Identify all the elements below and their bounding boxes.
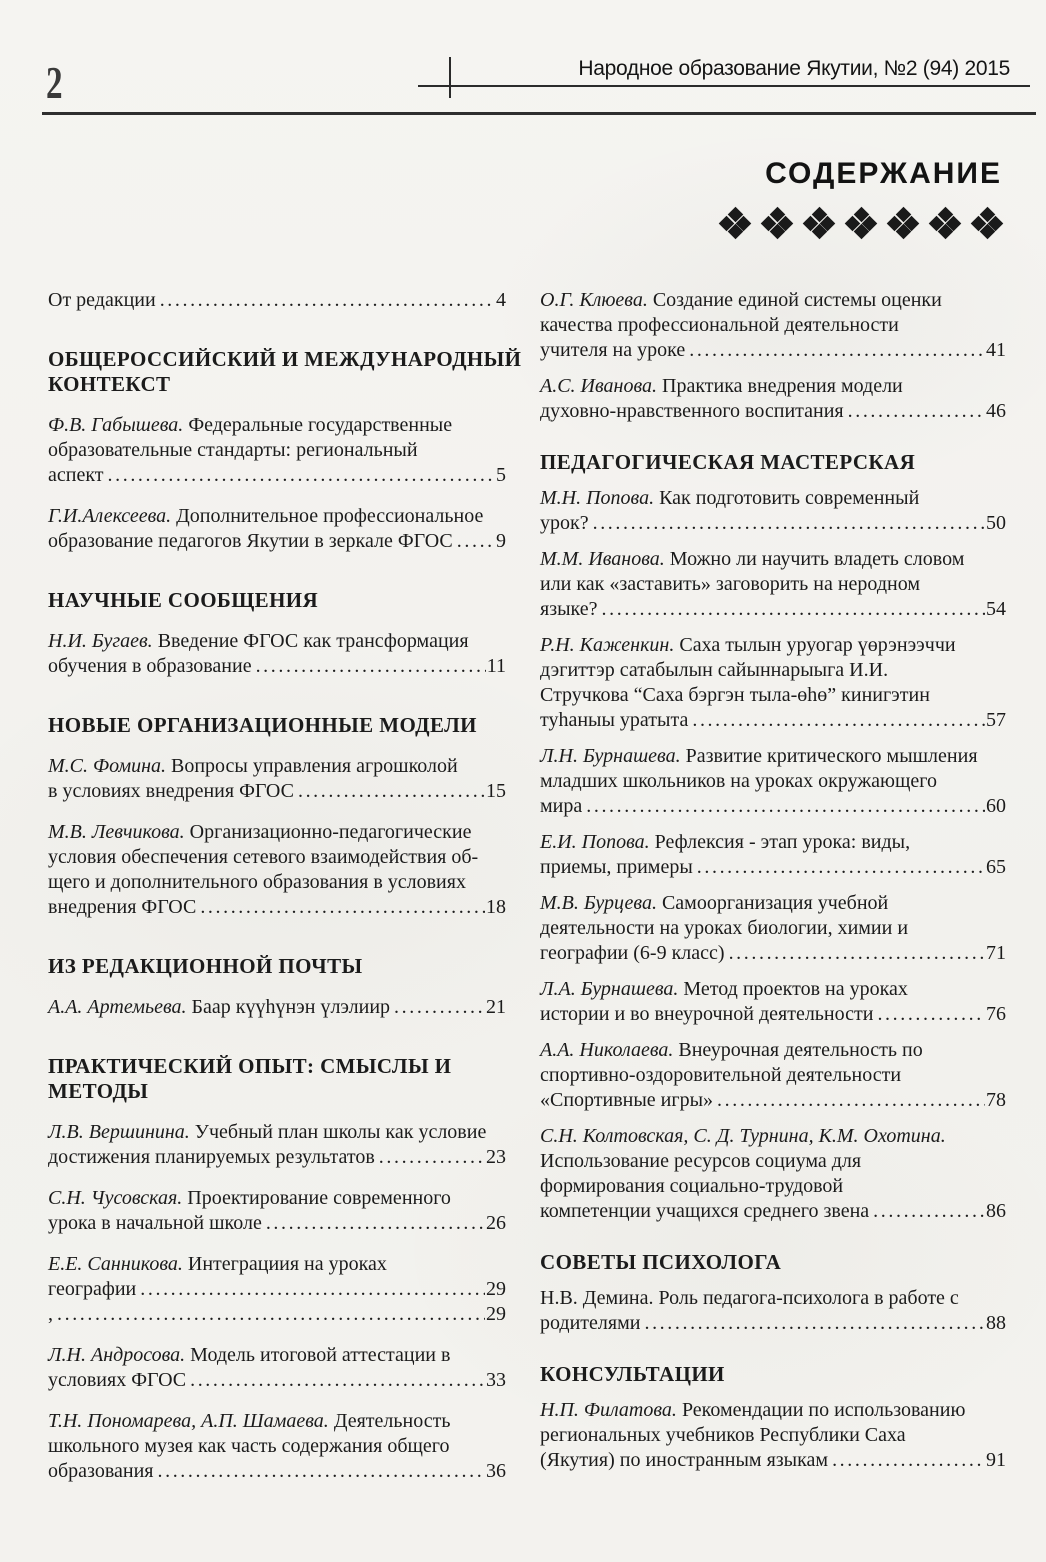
- toc-entry-text: ИЗ РЕДАКЦИОННОЙ ПОЧТЫ: [48, 954, 363, 978]
- toc-page-ref: 11: [486, 655, 506, 677]
- four-diamond-ornament-icon: [760, 206, 794, 240]
- toc-entry-text: С.Н. Чусовская. Проектирование современного: [48, 1187, 451, 1209]
- toc-section-heading-line: [540, 1362, 1006, 1387]
- toc-entry-line: [540, 916, 1006, 941]
- toc-entry-text: аспект: [48, 464, 104, 486]
- toc-entry: [48, 995, 506, 1020]
- toc-entry-author: Е.И. Попова.: [540, 831, 650, 853]
- toc-entry-text: туһаныы уратыта: [540, 709, 689, 731]
- header-title-rule: [418, 85, 1030, 87]
- toc-entry-line: [540, 511, 1006, 536]
- toc-section-heading-line: [48, 954, 506, 979]
- toc-entry-line: [48, 504, 506, 529]
- toc-page-ref: 78: [986, 1089, 1006, 1111]
- toc-entry-text: формирования социально-трудовой: [540, 1175, 844, 1197]
- toc-entry-line: [48, 845, 506, 870]
- toc-entry-line: [48, 413, 506, 438]
- toc-entry-line: [48, 438, 506, 463]
- toc-entry: [48, 1343, 506, 1393]
- toc-page-ref: 15: [486, 780, 506, 802]
- toc-entry-text: условиях ФГОС: [48, 1369, 187, 1391]
- toc-entry-line: [540, 1423, 1006, 1448]
- toc-entry-author: А.С. Иванова.: [540, 375, 658, 397]
- toc-entry-line: [48, 1252, 506, 1277]
- toc-entry: [540, 1286, 1006, 1336]
- toc-entry-author: Е.Е. Санникова.: [48, 1253, 183, 1275]
- toc-entry-text: компетенции учащихся среднего звена: [540, 1200, 870, 1222]
- toc-entry-text: Г.И.Алексеева. Дополнительное профессиональное: [48, 505, 484, 527]
- toc-section-heading-line: [48, 1079, 506, 1104]
- toc-title: СОДЕРЖАНИЕ: [765, 157, 1002, 190]
- toc-entry-line: [540, 1063, 1006, 1088]
- dot-leader: [602, 597, 985, 622]
- toc-page-ref: 18: [486, 896, 506, 918]
- toc-page-ref: 36: [486, 1460, 506, 1482]
- dot-leader: [873, 1199, 985, 1224]
- toc-entry-line: [540, 830, 1006, 855]
- toc-entry-text: М.В. Левчикова. Организационно-педагогические: [48, 821, 472, 843]
- toc-entry-author: С.Н. Чусовская.: [48, 1187, 183, 1209]
- dot-leader: [697, 855, 985, 880]
- toc-entry-text: в условиях внедрения ФГОС: [48, 780, 294, 802]
- toc-entry-line: [48, 1343, 506, 1368]
- toc-page-ref: 88: [986, 1312, 1006, 1334]
- toc-entry-author: Л.А. Бурнашева.: [540, 978, 679, 1000]
- toc-entry-line: [48, 1302, 506, 1327]
- toc-entry-line: [540, 708, 1006, 733]
- toc-entry: [540, 547, 1006, 622]
- toc-column-left: [48, 288, 522, 1484]
- toc-entry-author: Л.В. Вершинина.: [48, 1121, 190, 1143]
- toc-entry: [540, 633, 1006, 733]
- toc-page-ref: 21: [486, 996, 506, 1018]
- four-diamond-ornament-icon: [844, 206, 878, 240]
- toc-entry-line: [540, 1149, 1006, 1174]
- toc-page-ref: 60: [986, 795, 1006, 817]
- toc-entry-text: КОНТЕКСТ: [48, 372, 171, 396]
- toc-entry: [540, 374, 1006, 424]
- toc-entry-line: [540, 1124, 1006, 1149]
- dot-leader: [190, 1368, 485, 1393]
- toc-entry-line: [540, 288, 1006, 313]
- toc-entry-line: [540, 1199, 1006, 1224]
- toc-entry-line: [540, 658, 1006, 683]
- toc-section-heading-line: [48, 372, 506, 397]
- toc-entry-line: [540, 313, 1006, 338]
- toc-entry-text: М.Н. Попова. Как подготовить современный: [540, 487, 920, 509]
- toc-section-heading-line: [48, 713, 506, 738]
- toc-entry-author: М.Н. Попова.: [540, 487, 655, 509]
- toc-entry-line: [48, 1434, 506, 1459]
- toc-entry-text: Л.А. Бурнашева. Метод проектов на уроках: [540, 978, 908, 1000]
- toc-entry-text: СОВЕТЫ ПСИХОЛОГА: [540, 1250, 782, 1274]
- toc-entry-author: М.В. Левчикова.: [48, 821, 185, 843]
- toc-entry-text: Стручкова “Саха бэргэн тыла-өһө” кинигэтин: [540, 684, 930, 706]
- toc-section-heading-line: [48, 588, 506, 613]
- toc-page-ref: 86: [986, 1200, 1006, 1222]
- toc-entry-text: родителями: [540, 1312, 641, 1334]
- toc-entry: [540, 891, 1006, 966]
- toc-entry-line: [540, 977, 1006, 1002]
- dot-leader: [298, 779, 485, 804]
- toc-entry-line: [48, 654, 506, 679]
- toc-entry-text: деятельности на уроках биологии, химии и: [540, 917, 909, 939]
- toc-entry-author: Н.П. Филатова.: [540, 1399, 677, 1421]
- toc-entry-text: А.А. Артемьева. Баар күүһүнэн үлэлиир: [48, 996, 391, 1018]
- toc-entry-text: «Спортивные игры»: [540, 1089, 714, 1111]
- toc-entry-line: [540, 683, 1006, 708]
- toc-entry-text: мира: [540, 795, 583, 817]
- toc-entry-line: [540, 744, 1006, 769]
- toc-entry-text: Е.Е. Санникова. Интеграциия на уроках: [48, 1253, 387, 1275]
- toc-section-heading: [540, 450, 1006, 475]
- toc-entry-text: А.С. Иванова. Практика внедрения модели: [540, 375, 903, 397]
- toc-entry-line: [48, 1186, 506, 1211]
- toc-entry-text: ПЕДАГОГИЧЕСКАЯ МАСТЕРСКАЯ: [540, 450, 916, 474]
- toc-entry-line: [540, 1311, 1006, 1336]
- dot-leader: [717, 1088, 985, 1113]
- toc-entry-text: языке?: [540, 598, 598, 620]
- toc-entry-line: [48, 820, 506, 845]
- ornament-row: [718, 206, 1004, 240]
- toc-entry-line: [48, 1120, 506, 1145]
- toc-page-ref: 76: [986, 1003, 1006, 1025]
- toc-entry-text: достижения планируемых результатов: [48, 1146, 375, 1168]
- toc-entry-author: А.А. Артемьева.: [48, 996, 187, 1018]
- four-diamond-ornament-icon: [718, 206, 752, 240]
- toc-entry-line: [48, 1459, 506, 1484]
- toc-entry-text: или как «заставить» заговорить на неродном: [540, 573, 921, 595]
- toc-entry-text: Т.Н. Пономарева, А.П. Шамаева. Деятельность: [48, 1410, 451, 1432]
- toc-entry-text: учителя на уроке: [540, 339, 686, 361]
- toc-entry-text: Ф.В. Габышева. Федеральные государственные: [48, 414, 453, 436]
- toc-entry-text: Л.Н. Андросова. Модель итоговой аттестации в: [48, 1344, 451, 1366]
- toc-section-heading-line: [540, 450, 1006, 475]
- toc-entry: [540, 1398, 1006, 1473]
- toc-entry-line: [540, 1038, 1006, 1063]
- toc-entry: [540, 977, 1006, 1027]
- toc-entry-line: [540, 1286, 1006, 1311]
- dot-leader: [586, 794, 985, 819]
- toc-entry: [540, 1038, 1006, 1113]
- toc-page-ref: 23: [486, 1146, 506, 1168]
- toc-entry-line: [540, 547, 1006, 572]
- toc-entry-text: образовательные стандарты: региональный: [48, 439, 418, 461]
- toc-entry-line: [48, 529, 506, 554]
- toc-entry-line: [540, 1448, 1006, 1473]
- toc-page-ref: 5: [496, 464, 506, 486]
- toc-entry-author: Л.Н. Андросова.: [48, 1344, 186, 1366]
- toc-entry-text: внедрения ФГОС: [48, 896, 197, 918]
- dot-leader: [877, 1002, 985, 1027]
- toc-entry-text: школьного музея как часть содержания общего: [48, 1435, 450, 1457]
- toc-entry: [540, 486, 1006, 536]
- toc-entry: [48, 413, 506, 488]
- toc-entry: [540, 288, 1006, 363]
- toc-entry: [48, 1409, 506, 1484]
- toc-entry-line: [540, 374, 1006, 399]
- header-divider-rule: [42, 112, 1036, 115]
- toc-entry-line: [540, 486, 1006, 511]
- toc-entry-text: урока в начальной школе: [48, 1212, 262, 1234]
- dot-leader: [848, 399, 985, 424]
- toc-entry-text: приемы, примеры: [540, 856, 693, 878]
- page-number: 2: [46, 57, 63, 108]
- toc-entry-line: [540, 633, 1006, 658]
- toc-entry-text: образования: [48, 1460, 154, 1482]
- toc-entry-author: Л.Н. Бурнашева.: [540, 745, 681, 767]
- toc-entry-text: географии: [48, 1278, 137, 1300]
- toc-entry-text: [540, 1125, 946, 1147]
- toc-entry-author: М.М. Иванова.: [540, 548, 665, 570]
- toc-entry-text: ,: [48, 1303, 53, 1325]
- dot-leader: [457, 529, 495, 554]
- toc-entry-line: [48, 288, 506, 313]
- four-diamond-ornament-icon: [970, 206, 1004, 240]
- toc-column-right: [540, 288, 1006, 1473]
- toc-entry-text: Л.В. Вершинина. Учебный план школы как условие: [48, 1121, 487, 1143]
- toc-page-ref: 91: [986, 1449, 1006, 1471]
- toc-entry-text: урок?: [540, 512, 589, 534]
- toc-entry-line: [540, 769, 1006, 794]
- toc-entry-author: М.С. Фомина.: [48, 755, 167, 777]
- dot-leader: [593, 511, 985, 536]
- toc-entry-text: образование педагогов Якутии в зеркале ФГОС: [48, 530, 453, 552]
- toc-entry-line: [540, 338, 1006, 363]
- toc-entry-text: дэгиттэр сатабылын сайыннарыыга И.И.: [540, 659, 889, 681]
- dot-leader: [266, 1211, 485, 1236]
- toc-entry-line: [540, 855, 1006, 880]
- toc-section-heading: [540, 1250, 1006, 1275]
- toc-entry-line: [48, 1277, 506, 1302]
- toc-section-heading: [48, 713, 506, 738]
- toc-section-heading-line: [48, 347, 522, 372]
- header-tick-mark: [449, 57, 451, 98]
- toc-entry-author: М.В. Бурцева.: [540, 892, 657, 914]
- toc-entry-author: А.А. Николаева.: [540, 1039, 674, 1061]
- toc-entry-line: [540, 1174, 1006, 1199]
- toc-section-heading: [48, 347, 522, 397]
- toc-page-ref: 54: [986, 598, 1006, 620]
- toc-entry-text: А.А. Николаева. Внеурочная деятельность по: [540, 1039, 923, 1061]
- toc-section-heading: [540, 1362, 1006, 1387]
- dot-leader: [692, 708, 985, 733]
- toc-page-ref: 29: [486, 1278, 506, 1300]
- toc-entry-text: Н.И. Бугаев. Введение ФГОС как трансформация: [48, 630, 469, 652]
- toc-entry-line: [48, 895, 506, 920]
- toc-entry-text: М.М. Иванова. Можно ли научить владеть словом: [540, 548, 965, 570]
- toc-entry-line: [540, 1088, 1006, 1113]
- toc-entry-author: Н.И. Бугаев.: [48, 630, 153, 652]
- toc-section-heading: [48, 954, 506, 979]
- toc-page-ref: 26: [486, 1212, 506, 1234]
- toc-entry-text: НОВЫЕ ОРГАНИЗАЦИОННЫЕ МОДЕЛИ: [48, 713, 477, 737]
- dot-leader: [256, 654, 486, 679]
- dot-leader: [108, 463, 495, 488]
- toc-page-ref: 57: [986, 709, 1006, 731]
- toc-section-heading-line: [48, 1054, 506, 1079]
- toc-entry-author: Т.Н. Пономарева, А.П. Шамаева.: [48, 1410, 329, 1432]
- toc-entry-text: Е.И. Попова. Рефлексия - этап урока: виды,: [540, 831, 911, 853]
- toc-entry-text: От редакции: [48, 289, 156, 311]
- toc-entry-text: географии (6-9 класс): [540, 942, 725, 964]
- toc-entry-text: КОНСУЛЬТАЦИИ: [540, 1362, 725, 1386]
- toc-entry: [48, 1252, 506, 1302]
- toc-entry-text: М.В. Бурцева. Самоорганизация учебной: [540, 892, 889, 914]
- toc-entry-text: качества профессиональной деятельности: [540, 314, 899, 336]
- toc-page-ref: 50: [986, 512, 1006, 534]
- dot-leader: [379, 1145, 485, 1170]
- toc-entry-line: [48, 1368, 506, 1393]
- toc-entry-author: О.Г. Клюева.: [540, 289, 648, 311]
- toc-entry-text: щего и дополнительного образования в условиях: [48, 871, 466, 893]
- dot-leader: [689, 338, 985, 363]
- toc-entry-line: [540, 1398, 1006, 1423]
- toc-entry-text: ОБЩЕРОССИЙСКИЙ И МЕЖДУНАРОДНЫЙ: [48, 347, 522, 371]
- dot-leader: [140, 1277, 485, 1302]
- toc-entry-line: [540, 399, 1006, 424]
- toc-entry: [48, 1120, 506, 1170]
- toc-entry: [48, 629, 506, 679]
- toc-entry-text: духовно-нравственного воспитания: [540, 400, 844, 422]
- toc-page-ref: 9: [496, 530, 506, 552]
- toc-page-ref: 65: [986, 856, 1006, 878]
- toc-entry: [48, 820, 506, 920]
- toc-section-heading: [48, 588, 506, 613]
- toc-entry-line: [540, 597, 1006, 622]
- toc-page-ref: 46: [986, 400, 1006, 422]
- toc-section-heading: [48, 1054, 506, 1104]
- toc-entry: [540, 744, 1006, 819]
- toc-entry-text: О.Г. Клюева. Создание единой системы оценки: [540, 289, 942, 311]
- toc-entry-text: МЕТОДЫ: [48, 1079, 149, 1103]
- dot-leader: [644, 1311, 985, 1336]
- toc-entry: [48, 288, 506, 313]
- toc-entry: [48, 754, 506, 804]
- toc-entry-text: обучения в образование: [48, 655, 252, 677]
- toc-entry-line: [540, 941, 1006, 966]
- toc-entry-line: [540, 891, 1006, 916]
- toc-entry-text: Использование ресурсов социума для: [540, 1150, 862, 1172]
- toc-entry-line: [48, 754, 506, 779]
- four-diamond-ornament-icon: [928, 206, 962, 240]
- toc-entry: [48, 504, 506, 554]
- toc-entry-text: ПРАКТИЧЕСКИЙ ОПЫТ: СМЫСЛЫ И: [48, 1054, 452, 1078]
- toc-entry-author: Г.И.Алексеева.: [48, 505, 172, 527]
- toc-entry-text: условия обеспечения сетевого взаимодействия об-: [48, 846, 479, 868]
- toc-entry-text: Н.П. Филатова. Рекомендации по использованию: [540, 1399, 966, 1421]
- toc-entry-text: истории и во внеурочной деятельности: [540, 1003, 874, 1025]
- toc-entry-line: [48, 1211, 506, 1236]
- toc-entry-line: [48, 870, 506, 895]
- dot-leader: [729, 941, 985, 966]
- dot-leader: [200, 895, 485, 920]
- toc-entry-text: спортивно-оздоровительной деятельности: [540, 1064, 902, 1086]
- toc-entry-line: [540, 572, 1006, 597]
- toc-page-ref: 33: [486, 1369, 506, 1391]
- toc-entry-author: Ф.В. Габышева.: [48, 414, 184, 436]
- dot-leader: [394, 995, 485, 1020]
- toc-entry-line: [540, 794, 1006, 819]
- toc-entry-line: [48, 1145, 506, 1170]
- toc-entry-line: [540, 1002, 1006, 1027]
- toc-entry-line: [48, 1409, 506, 1434]
- toc-entry-text: НАУЧНЫЕ СООБЩЕНИЯ: [48, 588, 319, 612]
- toc-entry: [48, 1186, 506, 1236]
- toc-page-ref: 29: [486, 1303, 506, 1325]
- toc-entry-line: [48, 779, 506, 804]
- toc-page-ref: 71: [986, 942, 1006, 964]
- toc-entry-text: младших школьников на уроках окружающего: [540, 770, 937, 792]
- toc-entry-author: Р.Н. Каженкин.: [540, 634, 675, 656]
- toc-entry-text: Н.В. Демина. Роль педагога-психолога в работе с: [540, 1287, 959, 1309]
- dot-leader: [158, 1459, 486, 1484]
- toc-entry-text: М.С. Фомина. Вопросы управления агрошколой: [48, 755, 458, 777]
- toc-entry-line: [48, 463, 506, 488]
- toc-entry: [48, 1302, 506, 1327]
- toc-entry-line: [48, 995, 506, 1020]
- dot-leader: [57, 1302, 485, 1327]
- four-diamond-ornament-icon: [886, 206, 920, 240]
- journal-header-title: Народное образование Якутии, №2 (94) 2015: [578, 57, 1010, 80]
- toc-entry: [540, 830, 1006, 880]
- toc-entry-text: Л.Н. Бурнашева. Развитие критического мышления: [540, 745, 978, 767]
- toc-entry-author: С.Н. Колтовская, С. Д. Турнина, К.М. Охотина.: [540, 1125, 946, 1147]
- dot-leader: [160, 288, 495, 313]
- dot-leader: [832, 1448, 985, 1473]
- toc-entry-text: (Якутия) по иностранным языкам: [540, 1449, 829, 1471]
- toc-page-ref: 41: [986, 339, 1006, 361]
- toc-page-ref: 4: [496, 289, 506, 311]
- toc-entry: [540, 1124, 1006, 1224]
- four-diamond-ornament-icon: [802, 206, 836, 240]
- toc-entry-text: региональных учебников Республики Саха: [540, 1424, 906, 1446]
- toc-entry-line: [48, 629, 506, 654]
- toc-section-heading-line: [540, 1250, 1006, 1275]
- toc-entry-text: Р.Н. Каженкин. Саха тылын уруогар үөрэнээччи: [540, 634, 956, 656]
